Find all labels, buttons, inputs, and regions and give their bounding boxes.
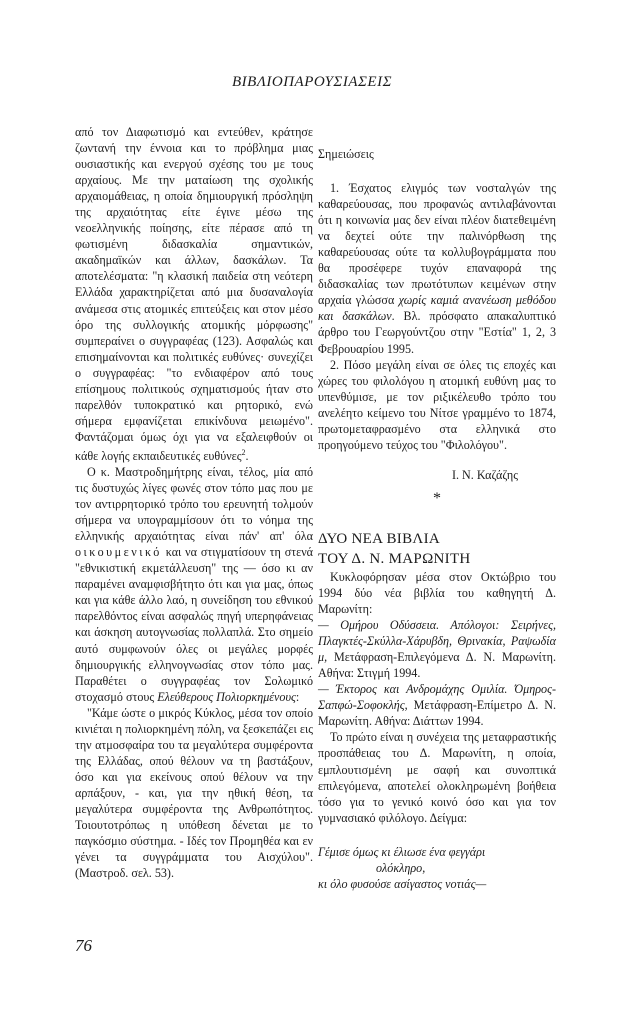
poem-line: Γέμισε όμως κι έλιωσε ένα φεγγάρι (318, 844, 486, 859)
solomos-quote: "Κάμε ώστε ο μικρός Κύκλος, μέσα τον οποίο κινιέται η πολιορκημένη πόλη, να ξεσκεπάζει εις την ατμοσφαίρα του τα μεγαλύτερα συμφέροντα της Ελλάδας, οπού θέλουν να τη βαστάξουν, όσο και για εκείνους οπού θέλουν να την αρπάξουν, - και, για την ηθική θέση, τα μεγαλύτερα συμφέροντα της Ανθρωπότητος. Τοιουτοτρόπως η υπόθεση δένεται με το παγκόσμιο σύστημα. - Ιδές τον Προμηθέα και εν γένει τα συγγράμματα του Αισχύλου". (Μαστροδ. σελ. 53). (75, 705, 313, 881)
note-1-italic: χωρίς καμιά ανανέωση μεθόδου και δασκάλων (318, 293, 557, 324)
page-number: 76 (75, 936, 92, 955)
paragraph-mastrodimitris: Ο κ. Μαστροδημήτρης είναι, τέλος, μία από τις δυστυχώς λίγες φωνές στον τόπο μας που με τον αντιρρητορικό τρόπο του ερευνητή τολμούν σήμερα να υπογραμμίσουν ότι το νόημα της ελληνικής αρχαιότητας είναι πάν' απ' όλα οικουμενικό και να στιγματίσουν τη στενά "εθνικιστική εκμετάλλευση" της — όσο κι αν παραμένει αναμφισβήτητο ότι και για μας, όπως και για κάθε άλλο λαό, η συνείδηση του εθνικού παρελθόντος είναι ασφαλώς πηγή υπερηφάνειας και άσκηση αυτογνωσίας πολλαπλά. Στο σημείο αυτό συμφωνούν όλες οι μεγάλες μορφές δημιουργικής ελληνογνωσίας στον τόπο μας. Παραθέτει ο συγγραφέας τον Σολωμικό στοχασμό στους Ελεύθερους Πολιορκημένους: (75, 465, 313, 704)
left-column (75, 124, 313, 881)
author-signature: Ι. Ν. Καζάζης (451, 467, 518, 482)
poem-line: ολόκληρο, (376, 860, 426, 875)
notes-heading: Σημειώσεις (318, 147, 374, 161)
italic-title: Ελεύθερους Πολιορκημένους (157, 689, 296, 704)
spaced-emphasis: οικουμενικό (75, 545, 162, 560)
note-1: 1. Έσχατος ελιγμός των νοσταλγών της καθαρεύουσας, που προφανώς αντιλαβάνονται ότι η κοινωνία μας δεν είναι πλέον διατεθειμένη να δεχτεί ούτε την παλινόρθωση της καθαρεύουσας ούτε τα κολλυβογράμματα που θα προσέφερε τυχόν επαναφορά της διδασκαλίας των πρωτότυπων κειμένων στην αρχαία γλώσσα χωρίς καμιά ανανέωση μεθόδου και δασκάλων. Βλ. πρόσφατο απακαλυπτικό άρθρο του Γεωργούντζου στην "Εστία" 1, 2, 3 Φεβρουαρίου 1995. (318, 181, 557, 356)
section-title: ΔΥΟ ΝΕΑ ΒΙΒΛΙΑ ΤΟΥ Δ. Ν. ΜΑΡΩΝΙΤΗ (318, 530, 471, 567)
poem-excerpt (318, 844, 556, 892)
section-separator: * (433, 489, 441, 507)
book-1-entry: — Ομήρου Οδύσσεια. Απόλογοι: Σειρήνες, Πλαγκτές-Σκύλλα-Χάρυβδη, Θρινακία, Ραψωδία μ, Μετάφραση-Επιλεγόμενα Δ. Ν. Μαρωνίτη. Αθήνα: Στιγμή 1994. (318, 618, 556, 681)
footnote-mark: 2 (241, 447, 246, 457)
right-column (318, 124, 556, 892)
books-description: Το πρώτο είναι η συνέχεια της μεταφραστικής προσπάθειας του Δ. Μαρωνίτη, η οποία, εμπλουτισμένη με σαφή και συνοπτικά επιλεγόμενα, αποτελεί ολοκληρωμένη βοήθεια τόσο για το γενικό κοινό όσο και για τον γυμνασιακό φιλόλογο. Δείγμα: (318, 730, 556, 825)
section-intro: Κυκλοφόρησαν μέσα στον Οκτώβριο του 1994 δύο νέα βιβλία του καθηγητή Δ. Μαρωνίτη: (318, 569, 556, 617)
paragraph-intro: από τον Διαφωτισμό και εντεύθεν, κράτησε ζωντανή την έννοια και το πρόβλημα μιας ουσιαστικής και ενεργού σχέσης του με τους αρχαίους. Με την ματαίωση της σχολικής αρχαιομάθειας, η οποία δημιουργική πρόσληψη της αρχαιότητας είτε έγινε μέσω της νεοελληνικής ποίησης, είτε πέρασε από τη φωτισμένη διδασκαλία σημαντικών, ακαδημαϊκών και άλλων, δασκάλων. Τα αποτελέσματα: "η κλασική παιδεία στη νεότερη Ελλάδα χαρακτηρίζεται από μια δυσαναλογία ανάμεσα στις ατομικές επιτεύξεις και στον μέσο όρο της συλλογικής ατομικής μόρφωσης" συμπεραίνει ο συγγραφέας (123). Ασφαλώς και επισημαίνονται και πολιτικές ευθύνες· συνεχίζει ο συγγραφέας: "το ενδιαφέρον από τους επίσημους πολιτικούς σχηματισμούς ήταν στο παρελθόν τυποκρατικό και ρητορικό, ενώ σήμερα εμφανίζεται επικίνδυνα μειωμένο". Φαντάζομαι όμως όχι για να εξαλειφθούν οι κάθε λογής εκπαιδευτικές ευθύνες$^2$. (75, 125, 313, 463)
poem-line: κι όλο φυσούσε ασίγαστος νοτιάς— (318, 876, 487, 891)
running-header: ΒΙΒΛΙΟΠΑΡΟΥΣΙΑΣΕΙΣ (232, 74, 392, 90)
book-2-entry: — Έκτορος και Ανδρομάχης Ομιλία. Όμηρος-Σαπφώ-Σοφοκλής, Μετάφραση-Επίμετρο Δ. Ν. Μαρωνίτη. Αθήνα: Διάττων 1994. (318, 682, 556, 729)
note-2: 2. Πόσο μεγάλη είναι σε όλες τις εποχές και χώρες του φιλολόγου η ατομική ευθύνη μας το υπενθύμισε, με τον ριξικέλευθο τρόπο του ανελέητο κείμενο του Νίτσε γραμμένο το 1874, πρωτομεταφρασμένο στα ελληνικά στο προηγούμενο τεύχος του "Φιλολόγου". (318, 357, 556, 452)
